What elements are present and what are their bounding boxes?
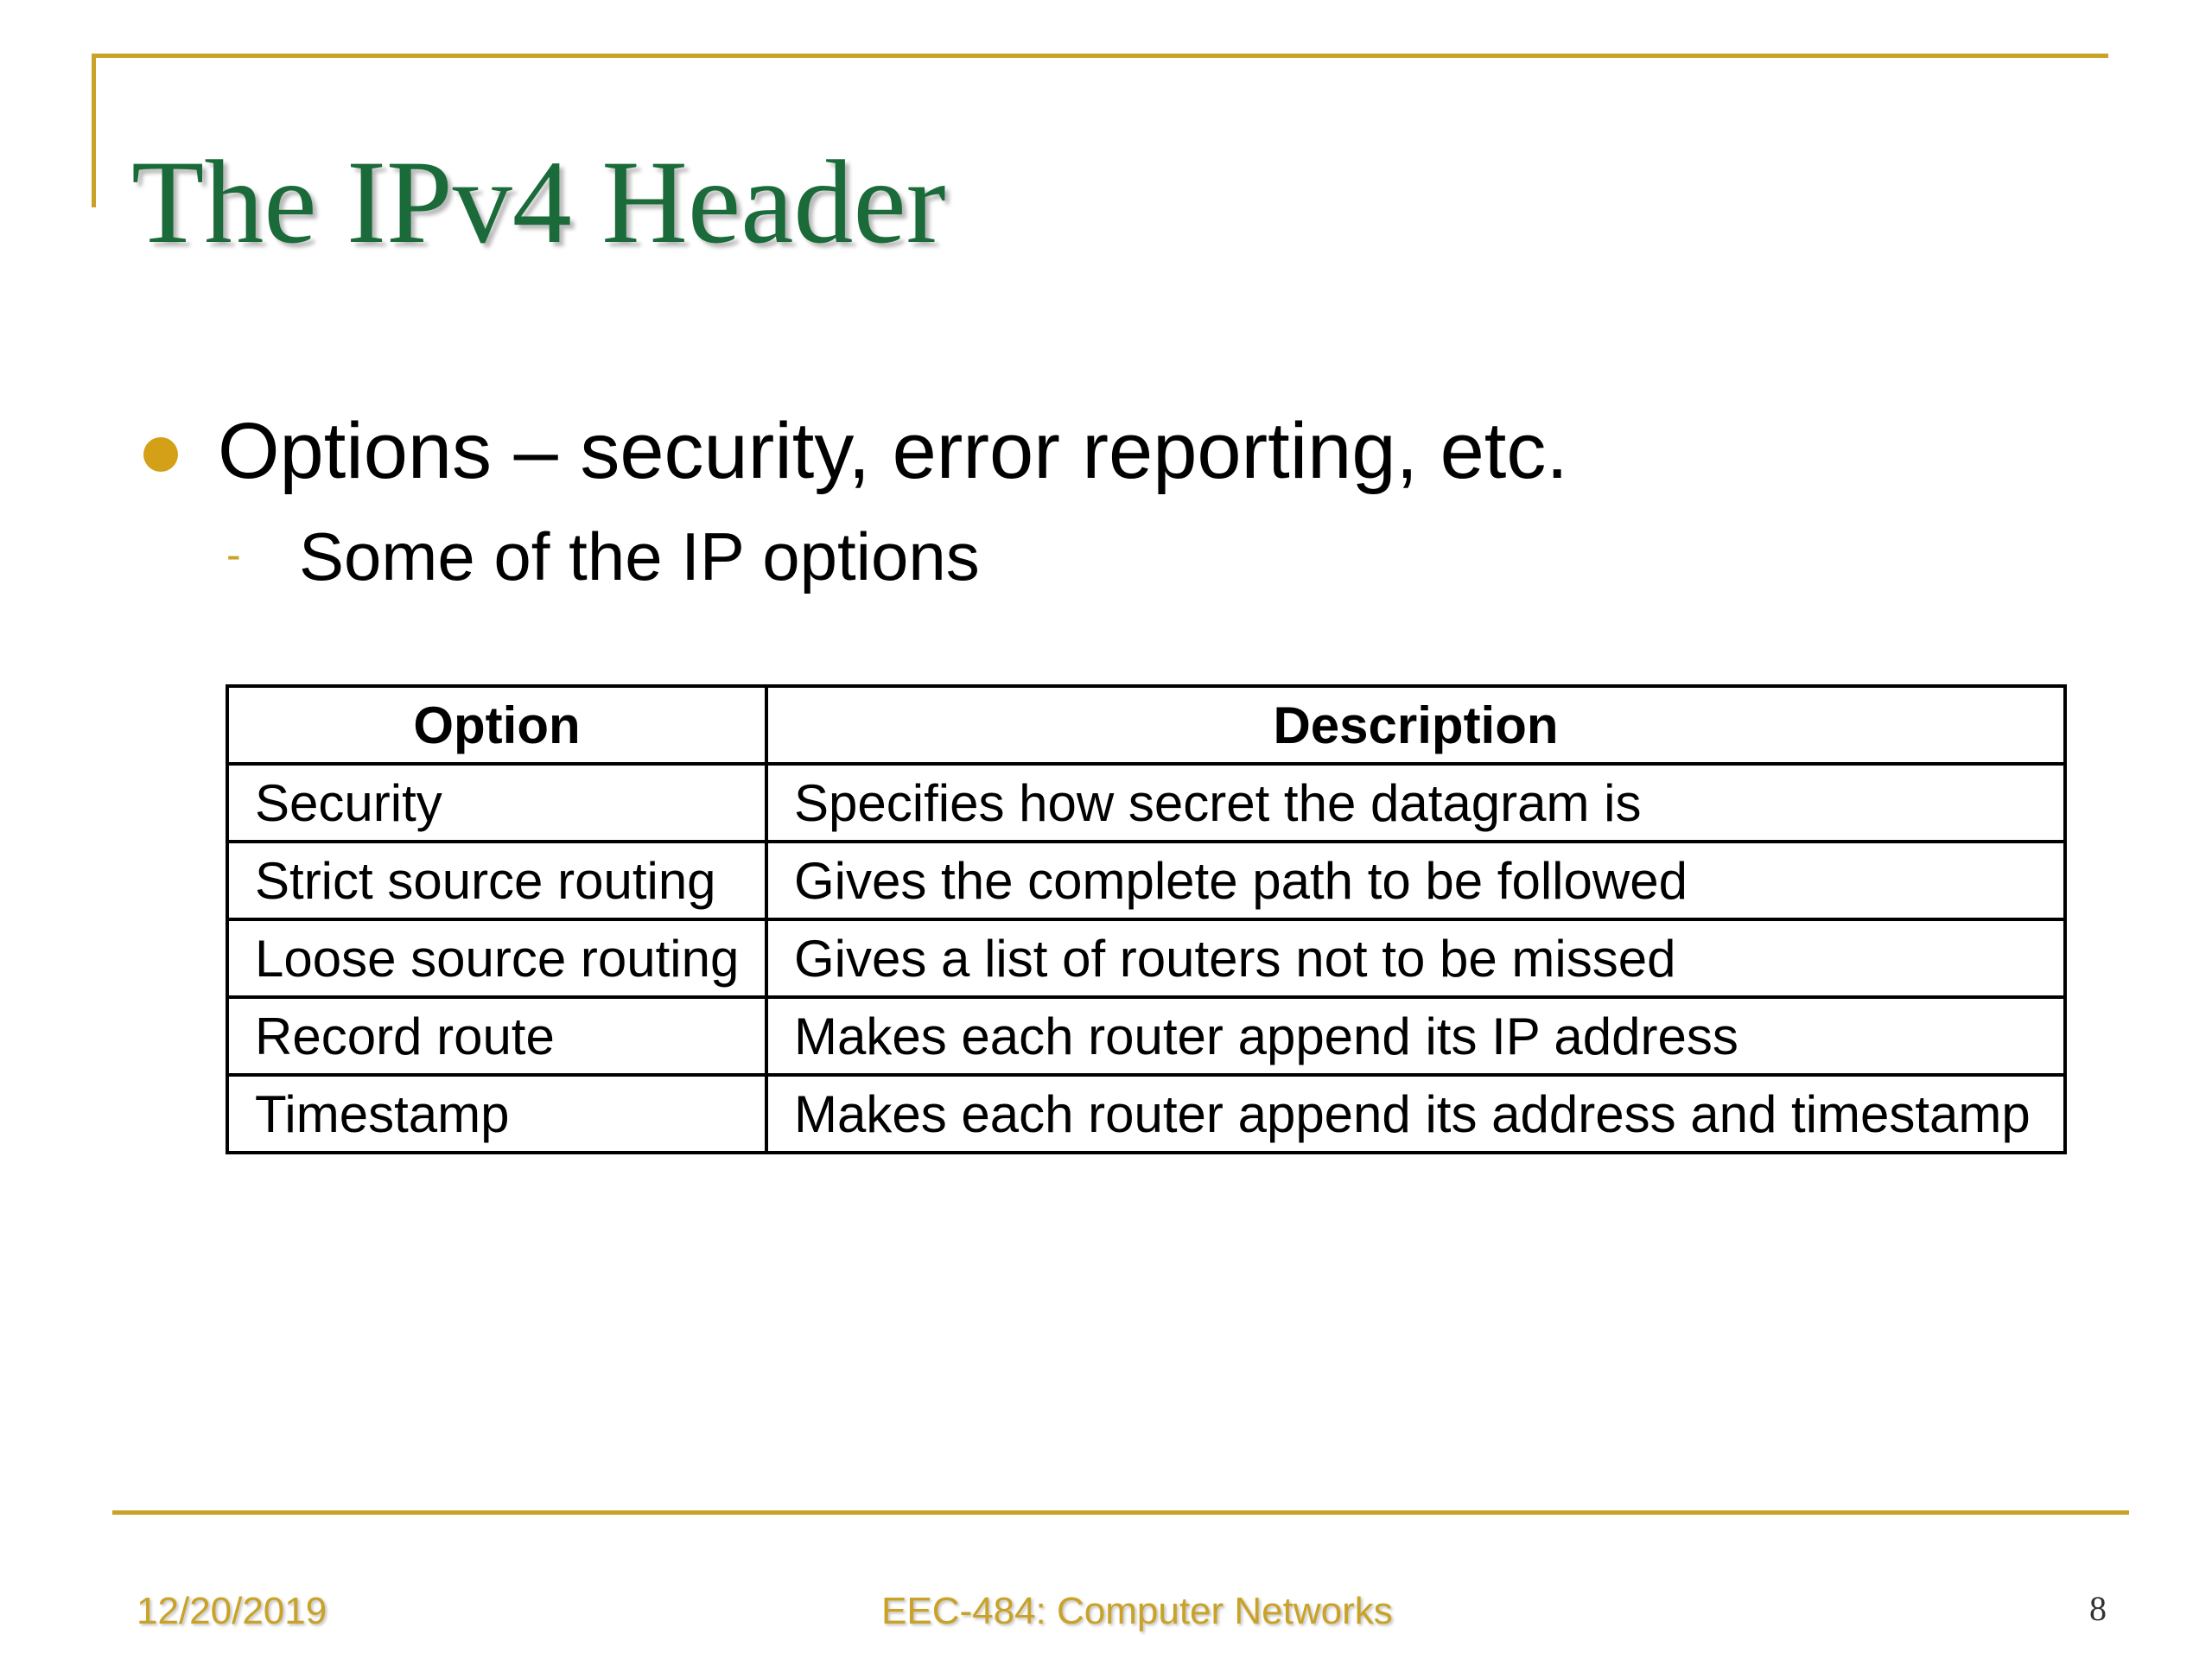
table-row <box>227 1075 2065 1153</box>
bullet-text: Options – security, error reporting, etc. <box>218 407 1568 495</box>
column-header-option: Option <box>227 686 766 764</box>
description-cell: Makes each router append its address and timestamp <box>766 1075 2065 1153</box>
table-row <box>227 997 2065 1075</box>
description-cell: Gives a list of routers not to be missed <box>766 919 2065 997</box>
option-cell: Record route <box>227 997 766 1075</box>
table-header-row <box>227 686 2065 764</box>
description-cell: Makes each router append its IP address <box>766 997 2065 1075</box>
ip-options-table <box>226 684 2067 1154</box>
top-rule <box>92 54 2108 58</box>
description-cell: Specifies how secret the datagram is <box>766 764 2065 842</box>
left-rule <box>92 54 96 207</box>
table-row <box>227 919 2065 997</box>
table-row <box>227 764 2065 842</box>
slide-title: The IPv4 Header <box>131 136 946 268</box>
option-cell: Security <box>227 764 766 842</box>
bottom-rule <box>112 1510 2129 1515</box>
description-cell: Gives the complete path to be followed <box>766 842 2065 919</box>
sub-bullet-text: Some of the IP options <box>299 518 980 594</box>
option-cell: Loose source routing <box>227 919 766 997</box>
sub-bullet-dash-icon: - <box>226 531 241 579</box>
column-header-description: Description <box>766 686 2065 764</box>
footer-date: 12/20/2019 <box>137 1590 327 1632</box>
option-cell: Timestamp <box>227 1075 766 1153</box>
footer-course-title: EEC-484: Computer Networks <box>881 1590 1393 1632</box>
table-row <box>227 842 2065 919</box>
option-cell: Strict source routing <box>227 842 766 919</box>
page-number: 8 <box>2089 1589 2107 1628</box>
bullet-dot-icon <box>143 437 178 472</box>
